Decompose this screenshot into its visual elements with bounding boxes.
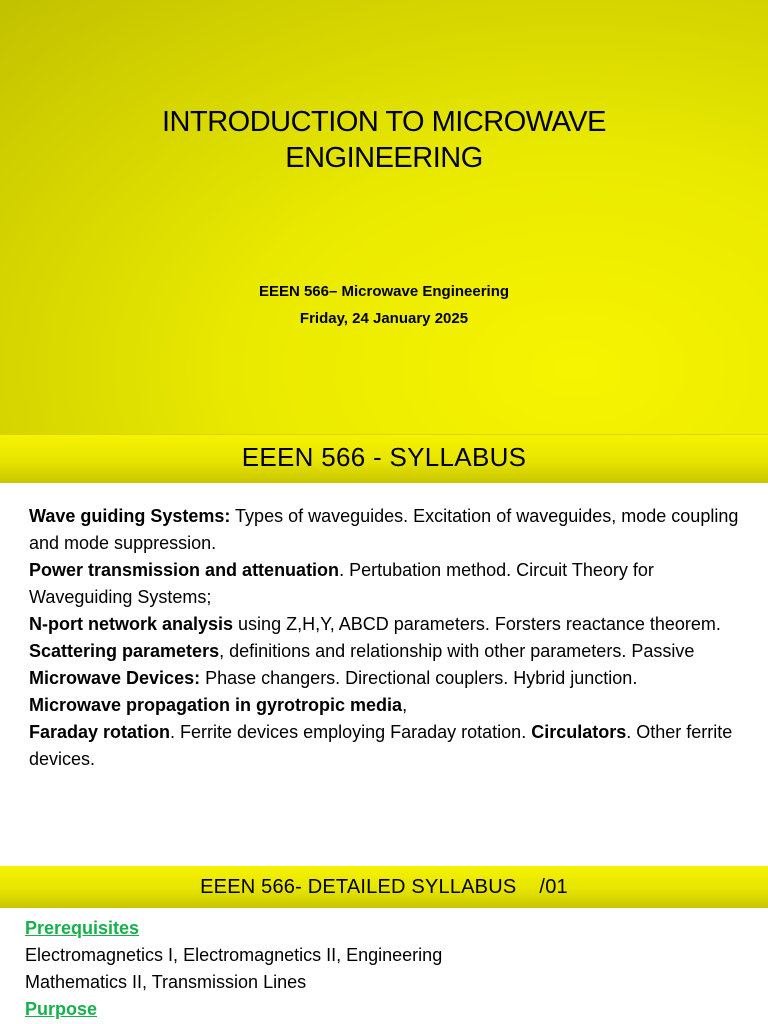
syllabus-item-heading: Wave guiding Systems: [29, 506, 231, 526]
slide-title-line2: ENGINEERING [285, 142, 483, 174]
prerequisites-text: Electromagnetics I, Electromagnetics II, Engineering Mathematics II, Transmission Lines [25, 945, 443, 992]
syllabus-item-text: . Pertubation method. Circuit Theory for Waveguiding Systems; [29, 560, 654, 607]
syllabus-item-heading: Microwave propagation in gyrotropic media [29, 695, 403, 715]
syllabus-item-text: Types of waveguides. Excitation of waveguides, mode coupling and mode suppression. [29, 506, 739, 553]
detailed-syllabus-title-bar [0, 866, 768, 908]
course-name: EEEN 566– Microwave Engineering [258, 283, 510, 300]
syllabus-list [29, 503, 749, 773]
syllabus-item [29, 638, 749, 665]
syllabus-item-heading: Microwave Devices: [29, 668, 201, 688]
syllabus-item [29, 503, 749, 557]
syllabus-item-text: using Z,H,Y, ABCD parameters. Forsters reactance theorem. [233, 614, 721, 634]
syllabus-item-heading: Faraday rotation [29, 722, 171, 742]
detailed-syllabus-title: EEEN 566- DETAILED SYLLABUS /01 [200, 876, 568, 898]
syllabus-item-heading-2: Circulators [531, 722, 627, 742]
syllabus-title: EEEN 566 - SYLLABUS [241, 442, 527, 472]
syllabus-item [29, 719, 749, 773]
purpose-heading: Purpose [25, 999, 98, 1019]
title-slide [0, 0, 768, 434]
syllabus-item [29, 557, 749, 611]
prerequisites-heading: Prerequisites [25, 918, 140, 938]
syllabus-item [29, 611, 749, 638]
syllabus-item-heading: N-port network analysis [29, 614, 234, 634]
syllabus-item [29, 692, 749, 719]
syllabus-item [29, 665, 749, 692]
syllabus-item-text: , definitions and relationship with other parameters. Passive [219, 641, 695, 661]
slide-subtitle [0, 278, 768, 332]
slide-title [0, 104, 768, 176]
syllabus-item-heading: Scattering parameters [29, 641, 220, 661]
syllabus-item-text: Phase changers. Directional couplers. Hybrid junction. [200, 668, 638, 688]
syllabus-item-text: , [402, 695, 408, 715]
syllabus-item-heading: Power transmission and attenuation [29, 560, 340, 580]
slide-title-line1: INTRODUCTION TO MICROWAVE [162, 106, 606, 138]
syllabus-title-bar [0, 434, 768, 483]
detailed-syllabus-body [25, 915, 745, 1023]
lecture-date: Friday, 24 January 2025 [299, 310, 469, 327]
syllabus-item-text: . Ferrite devices employing Faraday rotation. [170, 722, 532, 742]
syllabus-item-text-2: . Other ferrite devices. [29, 722, 733, 769]
